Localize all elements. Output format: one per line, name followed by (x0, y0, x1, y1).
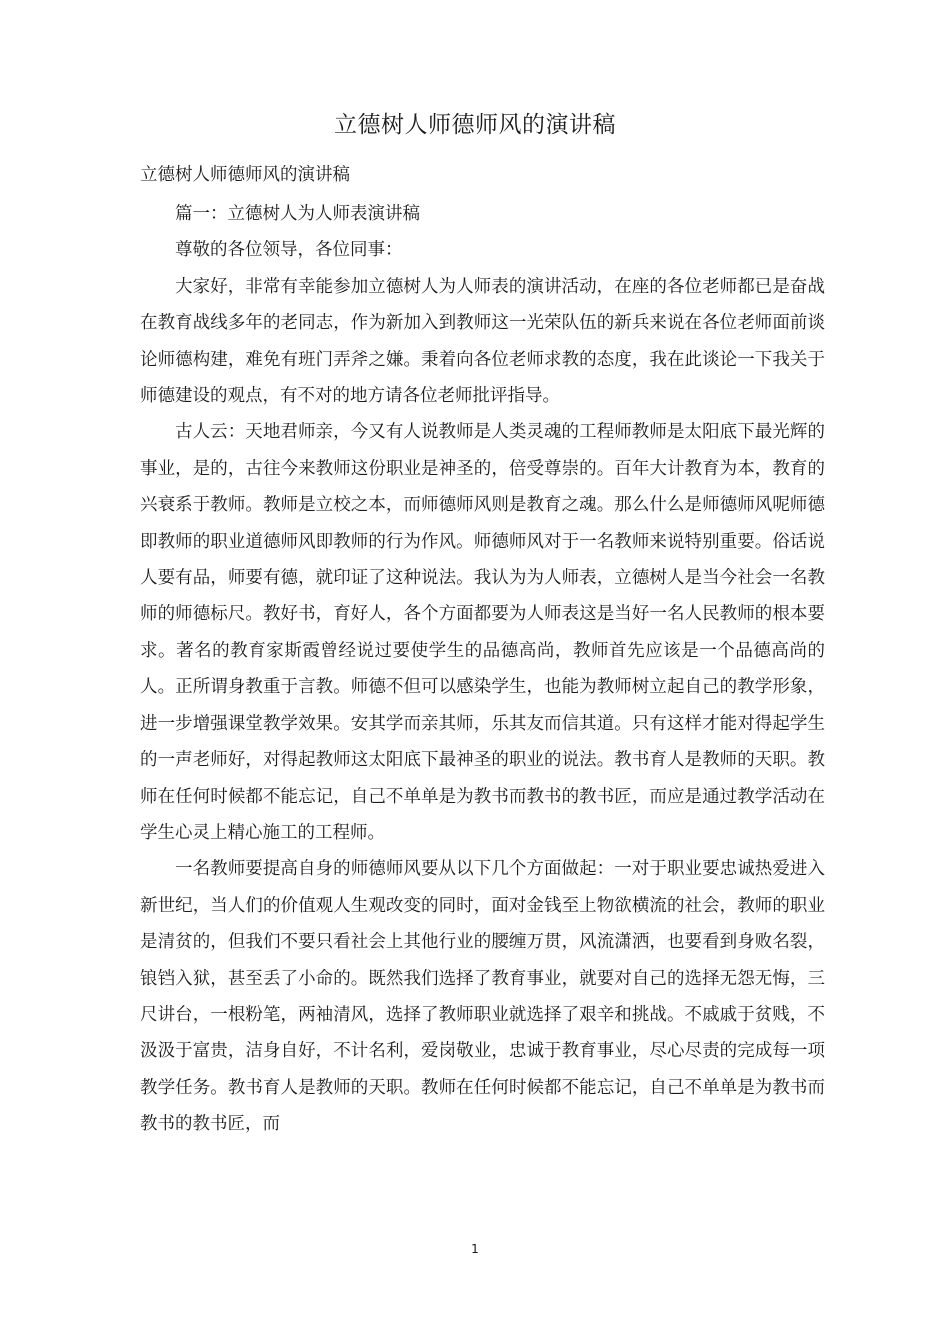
document-body (140, 196, 825, 1143)
section-heading: 篇一：立德树人为人师表演讲稿 (175, 204, 420, 224)
body-paragraph: 一名教师要提高自身的师德师风要从以下几个方面做起：一对于职业要忠诚热爱进入新世纪，当人们的价值观人生观改变的同时，面对金钱至上物欲横流的社会，教师的职业是清贫的，但我们不要只看社会上其他行业的腰缠万贯，风流潇洒，也要看到身败名裂，锒铛入狱，甚至丢了小命的。既然我们选择了教育事业，就要对自己的选择无怨无悔，三尺讲台，一根粉笔，两袖清风，选择了教师职业就选择了艰辛和挑战。不戚戚于贫贱，不汲汲于富贵，洁身自好，不计名利，爱岗敬业，忠诚于教育事业，尽心尽责的完成每一项教学任务。教书育人是教师的天职。教师在任何时候都不能忘记，自己不单单是为教书而教书的教书匠，而 (140, 859, 825, 1135)
salutation: 尊敬的各位领导，各位同事： (175, 240, 403, 261)
page-number: 1 (471, 1242, 479, 1256)
document-subtitle: 立德树人师德师风的演讲稿 (140, 165, 350, 185)
body-paragraph: 大家好，非常有幸能参加立德树人为人师表的演讲活动，在座的各位老师都已是奋战在教育战线多年的老同志，作为新加入到教师这一光荣队伍的新兵来说在各位老师面前谈论师德构建，难免有班门弄斧之嫌。秉着向各位老师求教的态度，我在此谈论一下我关于师德建设的观点，有不对的地方请各位老师批评指导。 (140, 276, 825, 407)
document-title: 立德树人师德师风的演讲稿 (334, 112, 616, 138)
body-paragraph: 古人云：天地君师亲，今又有人说教师是人类灵魂的工程师教师是太阳底下最光辉的事业，是的，古往今来教师这份职业是神圣的，倍受尊崇的。百年大计教育为本，教育的兴衰系于教师。教师是立校之本，而师德师风则是教育之魂。那么什么是师德师风呢师德即教师的职业道德师风即教师的行为作风。师德师风对于一名教师来说特别重要。俗话说人要有品，师要有德，就印证了这种说法。我认为为人师表，立德树人是当今社会一名教师的师德标尺。教好书，育好人，各个方面都要为人师表这是当好一名人民教师的根本要求。著名的教育家斯霞曾经说过要使学生的品德高尚，教师首先应该是一个品德高尚的人。正所谓身教重于言教。师德不但可以感染学生，也能为教师树立起自己的教学形象，进一步增强课堂教学效果。安其学而亲其师，乐其友而信其道。只有这样才能对得起学生的一声老师好，对得起教师这太阳底下最神圣的职业的说法。教书育人是教师的天职。教师在任何时候都不能忘记，自己不单单是为教书而教书的教书匠，而应是通过教学活动在学生心灵上精心施工的工程师。 (140, 422, 825, 843)
